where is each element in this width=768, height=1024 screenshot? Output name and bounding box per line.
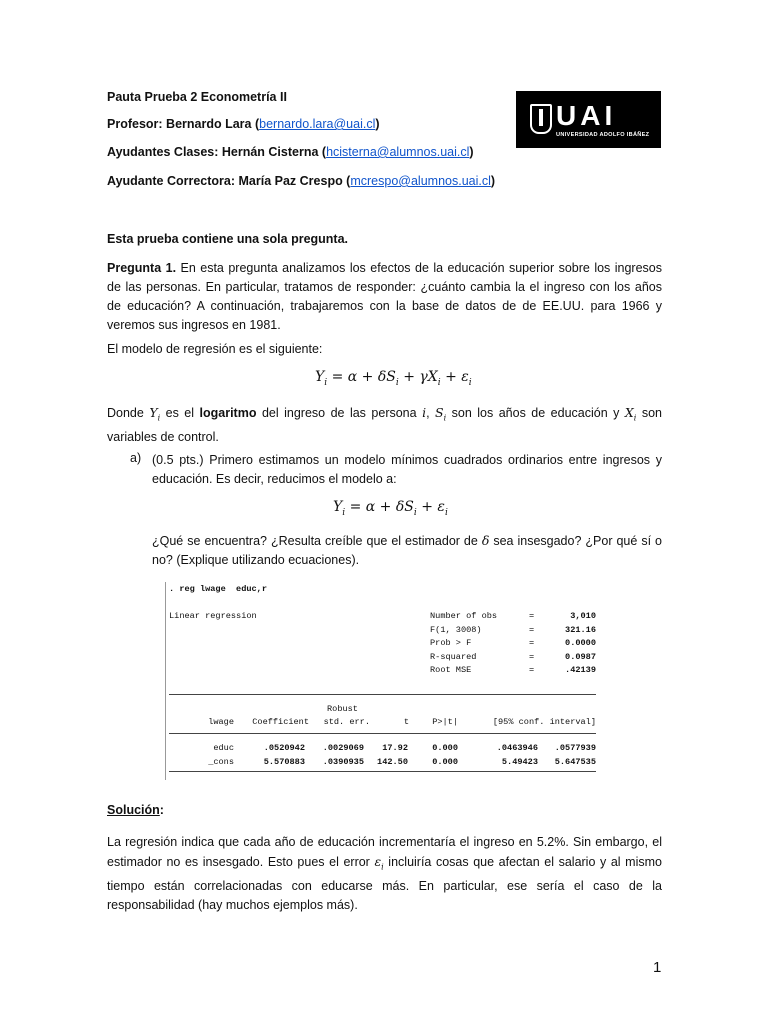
stat-eq: = bbox=[529, 638, 535, 648]
table-rule-mid bbox=[169, 733, 596, 734]
table-cell-t: 17.92 bbox=[382, 743, 408, 753]
col-header: lwage bbox=[208, 717, 234, 727]
table-cell-hi: 5.647535 bbox=[554, 756, 596, 767]
logo-subtitle: UNIVERSIDAD ADOLFO IBÁÑEZ bbox=[556, 132, 650, 138]
col-header: Coefficient bbox=[252, 717, 309, 727]
stata-output bbox=[165, 582, 596, 780]
document-title: Pauta Prueba 2 Econometría II bbox=[107, 90, 287, 104]
col-header-robust: Robust bbox=[327, 704, 358, 714]
solucion-text: La regresión indica que cada año de educación incrementaría el ingreso en 5.2%. Sin embargo, el estimador no es insesgado. Esto pues el error $\varepsilon_i$ incluiría cosas que afectan el salario y al mismo tiempo están correlacionadas con educarse más. En particular, ese sería el caso de la responsabilidad (hay muchos ejemplos más). bbox=[107, 835, 662, 912]
correctora-label: Ayudante Correctora: María Paz Crespo ( bbox=[107, 174, 351, 188]
profesor-line bbox=[107, 117, 380, 131]
table-cell-coef: 5.570883 bbox=[263, 756, 305, 767]
modelo-intro: El modelo de regresión es el siguiente: bbox=[107, 342, 323, 356]
stat-value: .42139 bbox=[565, 665, 596, 675]
stat-label: Prob > F bbox=[430, 638, 472, 648]
col-header: std. err. bbox=[323, 717, 370, 727]
item-a-question: ¿Qué se encuentra? ¿Resulta creíble que el estimador de δ sea insesgado? ¿Por qué sí o no? (Explique utilizando ecuaciones). bbox=[152, 533, 662, 567]
item-a-text: (0.5 pts.) Primero estimamos un modelo mínimos cuadrados ordinarios entre ingresos y educación. Es decir, reducimos el modelo a: bbox=[152, 453, 662, 486]
solucion-heading: Solución: bbox=[107, 803, 164, 817]
intro-text: Esta prueba contiene una sola pregunta. bbox=[107, 232, 349, 246]
table-cell-se: .0390935 bbox=[322, 756, 364, 767]
correctora-line bbox=[107, 174, 495, 188]
table-cell-var: _cons bbox=[208, 756, 234, 767]
col-header: P>|t| bbox=[432, 717, 458, 727]
table-cell-t: 142.50 bbox=[377, 756, 408, 767]
correctora-email-link[interactable]: mcrespo@alumnos.uai.cl bbox=[350, 174, 491, 188]
university-logo bbox=[516, 91, 661, 148]
stata-command: . reg lwage educ,r bbox=[169, 584, 267, 594]
stat-value: 321.16 bbox=[565, 624, 596, 635]
logaritmo-word: logaritmo bbox=[199, 406, 257, 420]
stat-label: R-squared bbox=[430, 651, 477, 662]
stat-label: F(1, 3008) bbox=[430, 624, 482, 635]
stata-model: Linear regression bbox=[169, 611, 257, 621]
stat-eq: = bbox=[529, 611, 535, 621]
col-header: [95% conf. interval] bbox=[492, 717, 596, 727]
pregunta-label: Pregunta 1. bbox=[107, 261, 177, 275]
stat-eq: = bbox=[529, 624, 535, 635]
table-cell-lo: .0463946 bbox=[496, 743, 538, 753]
stat-value: 0.0987 bbox=[565, 651, 596, 662]
table-cell-se: .0029069 bbox=[322, 743, 364, 753]
crest-icon bbox=[530, 104, 552, 134]
col-header: t bbox=[403, 717, 409, 727]
page-number: 1 bbox=[653, 959, 662, 976]
table-cell-coef: .0520942 bbox=[263, 743, 305, 753]
close-paren: ) bbox=[375, 117, 380, 131]
profesor-label: Profesor: Bernardo Lara ( bbox=[107, 117, 260, 131]
stat-value: 0.0000 bbox=[565, 638, 596, 648]
table-cell-lo: 5.49423 bbox=[501, 756, 538, 767]
equation-reduced-model: $Y_i = \alpha + \delta S_i + \varepsilon_i$ bbox=[333, 499, 448, 518]
ayudantes-label: Ayudantes Clases: Hernán Cisterna ( bbox=[107, 145, 327, 159]
table-rule-top bbox=[169, 694, 596, 695]
close-paren: ) bbox=[490, 174, 496, 188]
table-cell-hi: .0577939 bbox=[554, 743, 596, 753]
stat-eq: = bbox=[529, 651, 535, 662]
close-paren: ) bbox=[469, 145, 474, 159]
ayudantes-line bbox=[107, 145, 474, 159]
donde-paragraph: Donde $Y_i$ es el logaritmo del ingreso de las persona i, $S_i$ son los años de educación y $X_i$ son variables de control. bbox=[107, 405, 662, 444]
table-cell-p: 0.000 bbox=[432, 743, 458, 753]
table-cell-var: educ bbox=[213, 743, 234, 753]
stat-label: Root MSE bbox=[430, 665, 472, 675]
logo-letters: UAI bbox=[556, 100, 617, 131]
equation-full-model: $Y_i = \alpha + \delta S_i + \gamma X_i + \varepsilon_i$ bbox=[315, 369, 472, 388]
stat-label: Number of obs bbox=[430, 611, 498, 621]
table-cell-p: 0.000 bbox=[432, 756, 458, 767]
pregunta-text: En esta pregunta analizamos los efectos de la educación superior sobre los ingresos de las personas. En particular, tratamos de responder: ¿cuánto cambia la el ingreso con los años de educación? A continuación, trabajaremos con la base de datos de de EE.UU. para 1966 y veremos sus ingresos en 1981. bbox=[107, 261, 662, 332]
delta-symbol: δ bbox=[481, 533, 490, 548]
stat-eq: = bbox=[529, 665, 535, 675]
pregunta-1 bbox=[107, 259, 662, 335]
item-a-marker: a) bbox=[130, 451, 142, 465]
ayudantes-email-link[interactable]: hcisterna@alumnos.uai.cl bbox=[326, 145, 470, 159]
stat-value: 3,010 bbox=[570, 611, 596, 621]
profesor-email-link[interactable]: bernardo.lara@uai.cl bbox=[259, 117, 376, 131]
table-rule-bottom bbox=[169, 771, 596, 772]
epsilon-symbol: $\varepsilon_i$ bbox=[374, 854, 384, 872]
